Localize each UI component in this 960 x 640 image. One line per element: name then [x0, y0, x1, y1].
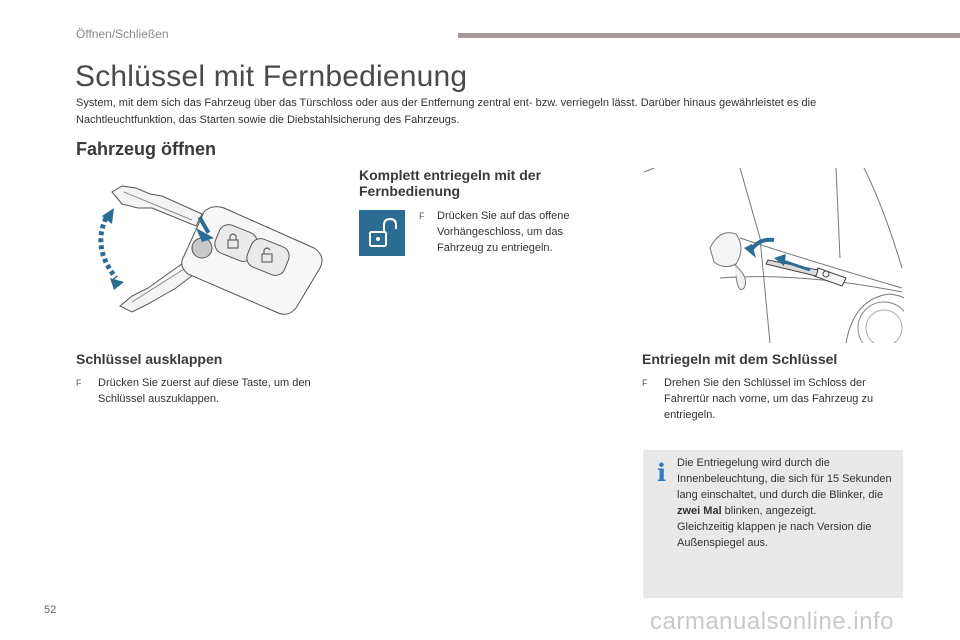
heading-unfold-key: Schlüssel ausklappen — [76, 351, 223, 367]
page-number: 52 — [44, 604, 57, 616]
page-title: Schlüssel mit Fernbedienung — [75, 60, 468, 93]
unlock-with-key-text: Drehen Sie den Schlüssel im Schloss der Fahrertür nach vorne, um das Fahrzeug zu entriegeln. — [664, 377, 874, 421]
heading-unlock-with-key: Entriegeln mit dem Schlüssel — [642, 351, 838, 367]
unfold-key-text: Drücken Sie zuerst auf diese Taste, um den Schlüssel auszuklappen. — [98, 377, 311, 405]
info-text-part-2: blinken, angezeigt. — [721, 505, 817, 517]
info-text-emphasis: zwei Mal — [677, 505, 722, 517]
remote-unlock-text: Drücken Sie auf das offene Vorhängeschloss, um das Fahrzeug zu entriegeln. — [437, 210, 570, 254]
info-text-part-3: Gleichzeitig klappen je nach Version die Außenspiegel aus. — [677, 521, 872, 549]
key-fold-illustration — [92, 178, 332, 328]
bullet-mark: F — [642, 378, 648, 388]
heading-remote-unlock: Komplett entriegeln mit der Fernbedienung — [359, 167, 542, 199]
car-door-illustration — [640, 168, 904, 343]
unfold-key-instruction — [76, 375, 326, 407]
section-label: Öffnen/Schließen — [76, 27, 169, 41]
remote-unlock-instruction — [419, 208, 594, 256]
info-note-box — [643, 450, 903, 598]
watermark: carmanualsonline.info — [650, 608, 894, 635]
open-padlock-icon — [359, 210, 405, 256]
heading-open-vehicle: Fahrzeug öffnen — [76, 139, 216, 159]
info-note-text — [677, 455, 899, 551]
intro-paragraph: System, mit dem sich das Fahrzeug über das Türschloss oder aus der Entfernung zentral ent- bzw. verriegeln lässt. Darüber hinaus gewährleistet es die Nachtleuchtfunktion, das Starten sowie die Diebstahlsicherung des Fahrzeugs. — [76, 97, 817, 126]
info-text-part-1: Die Entriegelung wird durch die Innenbeleuchtung, die sich für 15 Sekunden lang einschaltet, und durch die Blinker, die — [677, 457, 892, 501]
unlock-with-key-instruction — [642, 375, 907, 423]
info-icon: i — [657, 458, 667, 487]
header-rule — [458, 33, 960, 38]
bullet-mark: F — [419, 211, 425, 221]
bullet-mark: F — [76, 378, 82, 388]
